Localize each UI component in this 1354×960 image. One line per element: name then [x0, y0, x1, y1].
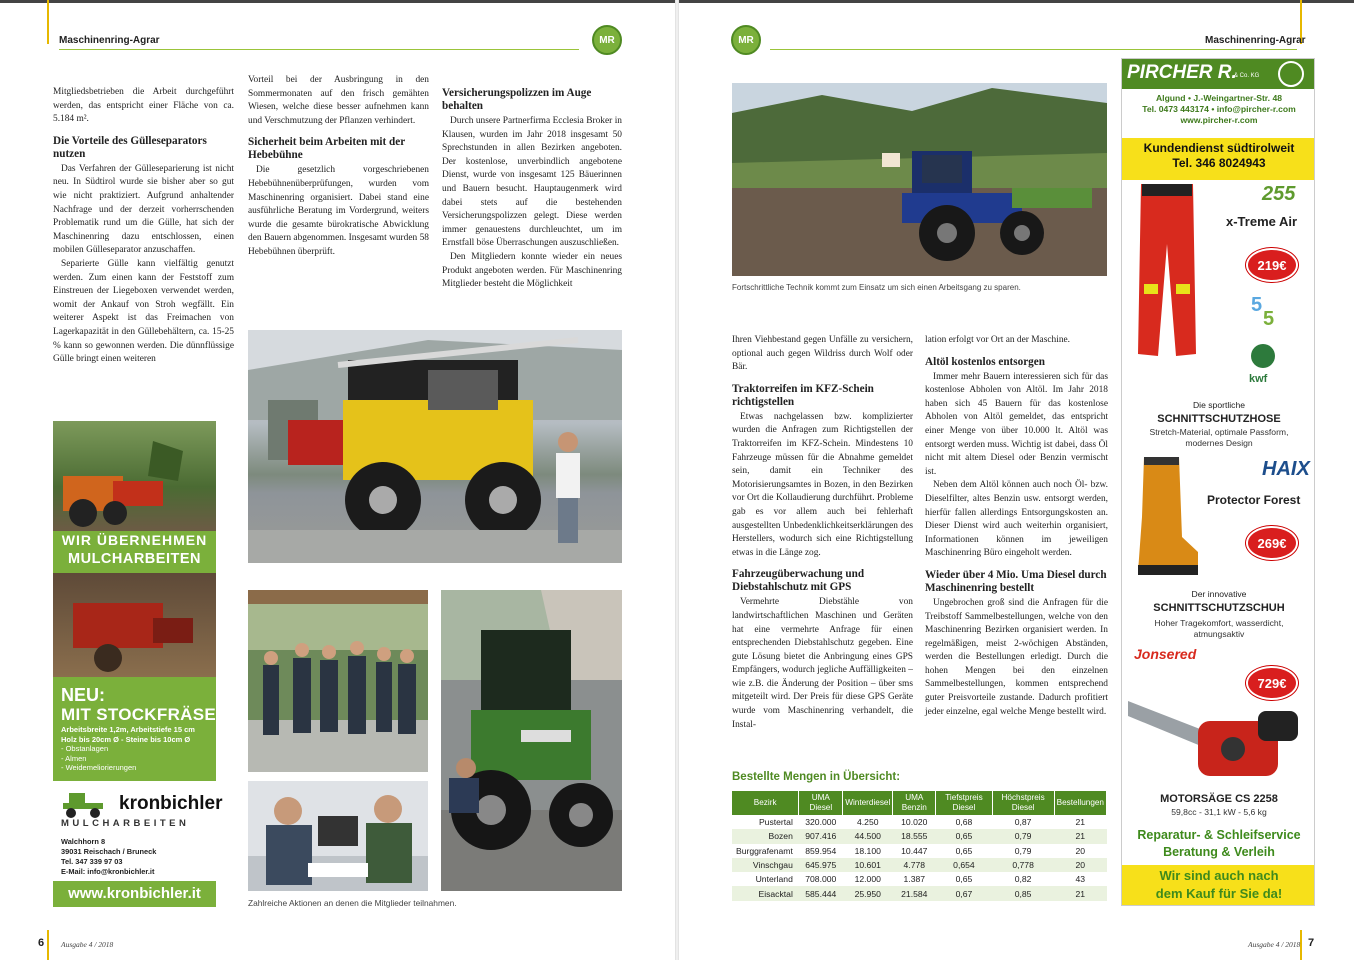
paragraph: Die gesetzlich vorgeschriebenen Hebebühnenüberprüfungen, wurden vom Maschinenring organisiert. Dabei stand eine ausführliche Beratung im Vordergrund, weiters wurde die gesamte bürokratische Abwicklung den Bauern abgenommen. Insgesamt wurden 58 Hebebühnen überprüft.: [248, 165, 429, 257]
table-row: [732, 844, 1107, 858]
table-cell: Burggrafenamt: [736, 845, 793, 856]
pircher-address: Algund • J.-Weingartner-Str. 48: [1155, 93, 1283, 103]
orders-table: [732, 791, 1107, 901]
table-cell: 907.416: [799, 829, 843, 843]
subheading: Wieder über 4 Mio. Uma Diesel durch Maschinenring bestellt: [925, 568, 1107, 594]
table-title: Bestellte Mengen in Übersicht:: [732, 771, 901, 783]
table-row: [732, 872, 1107, 886]
table-cell: 21: [1054, 829, 1106, 843]
crosshair-logo-icon: [1278, 61, 1304, 87]
subheading: Altöl kostenlos entsorgen: [925, 355, 1045, 368]
page-spine: [675, 0, 679, 960]
subheading: Fahrzeugüberwachung und Diebstahlschutz mit GPS: [732, 568, 865, 594]
table-row: [732, 815, 1107, 829]
yellow-rule: [47, 0, 49, 44]
table-cell: Bozen: [732, 829, 799, 843]
running-header-right: Maschinenring-Agrar: [1205, 35, 1306, 46]
table-row: [732, 886, 1107, 900]
table-cell: 708.000: [805, 874, 837, 885]
table-cell: 585.444: [799, 886, 843, 900]
table-cell: 0,778: [992, 858, 1054, 872]
issue-label: Ausgabe 4 / 2018: [1248, 940, 1301, 949]
neu-label: NEU:: [61, 685, 105, 705]
table-cell: 10.020: [901, 817, 928, 828]
paragraph: Vermehrte Diebstähle von landwirtschaftlichen Maschinen und Geräten hat eine vermehrte Anfrage für einen entsprechenden Diebstahlschutz gegeben. Eine gute Lösung bietet die Anbringung eines GPS Empfängers, wodurch jegliche Auffälligkeiten – wie z.B. die Änderung der Position – über sms mitgeteilt wird. Der Preis für diese GPS Geräte wurde vom Maschinenring verhandelt, die Instal-: [732, 597, 913, 730]
spec-line: Arbeitsbreite 1,2m, Arbeitstiefe 15 cm: [61, 725, 195, 734]
running-header-left: Maschinenring-Agrar: [59, 35, 160, 46]
sprayer-photo: [248, 330, 622, 563]
table-row: [732, 829, 1107, 843]
paragraph: Ihren Viehbestand gegen Unfälle zu versichern, optional auch gegen Wildriss durch Wolf oder Bär.: [732, 335, 913, 373]
table-header-cell: Bezirk: [732, 791, 799, 815]
sport-title: SCHNITTSCHUTZHOSE: [1157, 413, 1281, 425]
photo-caption: Fortschrittliche Technik kommt zum Einsatz um sich einen Arbeitsgang zu sparen.: [732, 283, 1021, 292]
table-cell: 320.000: [805, 817, 837, 828]
paragraph: Das Verfahren der Gülleseparierung ist nicht neu. In Südtirol wurde sie bisher aber so gut wie nicht praktiziert. Aufgrund anhaltender Nachfrage und der derzeit vorherrschenden Problematik rund um die Gülle, hat sich der Maschinenring dazu entschlossen, einen mobilen Gülleseparator anzuschaffen.: [53, 163, 234, 256]
table-cell: 25.950: [843, 886, 893, 900]
mr-logo-icon: MR: [731, 25, 761, 55]
paragraph: Immer mehr Bauern interessieren sich für das kostenlose Abholen von Altöl. Im Jahr 2018 haben sich 45 Bauern für das kostenlose Abholen von Altöl gemeldet, das entspricht einer Menge von über 10.000 lt. Altöl was entsorgt werden muss. Wichtig ist dabei, dass Öl nicht mit altem Diesel oder Benzin vermischt ist.: [925, 371, 1108, 477]
table-cell: Unterland: [755, 874, 793, 885]
inno-desc: atmungsaktiv: [1193, 629, 1245, 639]
table-cell: 0,68: [955, 817, 973, 828]
bullet-item: - Weidemeliorierungen: [61, 763, 137, 772]
saw-title: MOTORSÄGE CS 2258: [1160, 793, 1278, 805]
paragraph: Den Mitgliedern konnte wieder ein neues Produkt angeboten werden. Für Maschinenring Mitglieder besteht die Möglichkeit: [442, 251, 622, 290]
kronbichler-sub: MULCHARBEITEN: [61, 818, 190, 829]
table-cell: 0,82: [1014, 874, 1032, 885]
table-cell: 859.954: [805, 845, 837, 856]
table-cell: 12.000: [854, 874, 881, 885]
paragraph: Vorteil bei der Ausbringung in den Sommermonaten auf den frisch gemähten Wiesen, welche diese besser aufnehmen kann und Verschmutzung der Pflanzen verhindert.: [248, 75, 429, 126]
spec-line: Holz bis 20cm Ø - Steine bis 10cm Ø: [61, 734, 191, 744]
service-line-1: Kundendienst südtirolweit: [1143, 141, 1295, 155]
new-holland-tractor-photo: [732, 83, 1107, 276]
article-column-3: [442, 87, 622, 292]
sport-pre: Die sportliche: [1192, 400, 1246, 410]
price-badge-3: 729€: [1246, 666, 1298, 700]
table-header-row: [732, 791, 1107, 815]
stump-grinder-photo: [53, 573, 216, 677]
kronbichler-ad: [53, 421, 223, 907]
sport-desc: Stretch-Material, optimale Passform,: [1149, 427, 1289, 437]
55-logo-icon: [1247, 289, 1287, 329]
cta-line-1: Wir sind auch nach: [1159, 868, 1279, 883]
paragraph: lation erfolgt vor Ort an der Maschine.: [925, 335, 1071, 345]
table-cell: 20: [1075, 845, 1086, 856]
table-header-cell: UMA Diesel: [799, 791, 843, 815]
repair-line-2: Beratung & Verleih: [1163, 845, 1275, 859]
table-cell: 0,79: [1014, 845, 1032, 856]
table-cell: 4.778: [893, 858, 936, 872]
table-cell: 0,65: [955, 874, 973, 885]
table-header-cell: Tiefstpreis Diesel: [936, 791, 992, 815]
paragraph: Etwas nachgelassen bzw. komplizierter wurden die Anfragen zum Richtigstellen der Traktorreifen im KFZ-Schein. Mindestens 10 Fahrzeuge müssen für die Abnahme gemeldet sein, damit ein Techniker des Motorisierungsamtes in Bozen, in den Bezirken vor Ort die Kollaudierung durchführt. Probleme gab es vor allem auch bei fehlerhaft ausgestellten Unbedenklichkeitserklärungen des Herstellers, wodurch sich eine Richtigstellung etwas in die Länge zog.: [732, 411, 913, 558]
paragraph: Separierte Gülle kann vielfältig genutzt werden. Zum einen kann der Feststoff zum Einstreuen der Liegeboxen verwendet werden, womit der Ankauf von Stroh wegfällt. Ein weiterer Aspekt ist das Freimachen von Lagerkapazität in den Güllebehältern, ca. 15-25 % kann so gewonnen werden. Die dünnflüssige Gülle bringt einen weiteren: [53, 258, 234, 365]
inno-title: SCHNITTSCHUTZSCHUH: [1153, 602, 1285, 614]
address-line: 39031 Reischach / Bruneck: [61, 847, 157, 856]
pircher-web: www.pircher-r.com: [1180, 115, 1258, 125]
trousers-illustration: [1136, 184, 1198, 359]
article-column-2: [248, 74, 429, 260]
subheading: Traktorreifen im KFZ-Schein richtigstellen: [732, 382, 874, 408]
phone: Tel. 347 339 97 03: [61, 857, 123, 866]
stockfraese-title: MIT STOCKFRÄSE: [61, 705, 217, 724]
table-row: [732, 858, 1107, 872]
consulting-photo: [248, 781, 428, 891]
yellow-rule: [47, 930, 49, 960]
mr-logo-icon: MR: [592, 25, 622, 55]
subheading: Versicherungspolizzen im Auge behalten: [442, 87, 592, 112]
fendt-tractor-photo: [441, 590, 622, 891]
table-header-cell: Bestellungen: [1054, 791, 1106, 815]
article-column-1: [53, 86, 234, 367]
price-badge-2: 269€: [1246, 526, 1298, 560]
page-number-right: 7: [1308, 937, 1315, 949]
stockfraese-box: [53, 677, 216, 781]
inno-desc: Hoher Tragekomfort, wasserdicht,: [1154, 618, 1284, 628]
table-cell: 18.100: [854, 845, 881, 856]
inno-pre: Der innovative: [1191, 589, 1247, 599]
article-column-5: [925, 334, 1108, 719]
banner-line-2: MULCHARBEITEN: [68, 551, 201, 567]
svg-text:5: 5: [1251, 294, 1263, 316]
subheading: Sicherheit beim Arbeiten mit der Hebebühne: [248, 136, 406, 162]
email: E-Mail: info@kronbichler.it: [61, 867, 155, 876]
repair-line-1: Reparatur- & Schleifservice: [1137, 828, 1301, 842]
pircher-phone: Tel. 0473 443174 • info@pircher-r.com: [1142, 104, 1296, 114]
table-header-cell: Höchstpreis Diesel: [992, 791, 1054, 815]
table-cell: 18.555: [893, 829, 936, 843]
paragraph: Mitgliedsbetrieben die Arbeit durchgeführt werden, das entspricht einer Fläche von ca. 5.184 m².: [53, 87, 234, 125]
table-cell: Vinschgau: [732, 858, 799, 872]
cta-line-2: dem Kauf für Sie da!: [1155, 886, 1283, 901]
group-photo: [248, 590, 428, 772]
saw-desc: 59,8cc - 31,1 kW - 5,6 kg: [1171, 807, 1267, 817]
page-number-left: 6: [38, 937, 45, 949]
header-rule: [59, 49, 579, 50]
table-cell: 10.447: [901, 845, 928, 856]
table-cell: Pustertal: [758, 817, 793, 828]
kwf-logo-icon: [1245, 342, 1281, 386]
table-cell: 4.250: [857, 817, 879, 828]
banner-line-1: WIR ÜBERNEHMEN: [61, 532, 208, 548]
price-badge-1: 219€: [1246, 248, 1298, 282]
photo-caption: Zahlreiche Aktionen an denen die Mitglieder teilnahmen.: [248, 898, 457, 908]
table-cell: 0,79: [992, 829, 1054, 843]
tractor-logo-icon: [59, 791, 89, 813]
boot-illustration: [1134, 457, 1199, 577]
article-column-4: [732, 334, 913, 732]
table-header-cell: Winterdiesel: [843, 791, 893, 815]
chainsaw-illustration: [1128, 681, 1308, 791]
pircher-brand: PIRCHER R.: [1127, 62, 1237, 83]
table-cell: 43: [1075, 874, 1086, 885]
sport-desc: modernes Design: [1185, 438, 1253, 448]
table-cell: 0,67: [936, 886, 992, 900]
bullet-item: - Obstanlagen: [61, 744, 109, 753]
table-cell: 645.975: [799, 858, 843, 872]
table-cell: 10.601: [843, 858, 893, 872]
protector-forest: Protector Forest: [1207, 493, 1301, 507]
mulcher-photo: [53, 421, 216, 531]
table-cell: 0,87: [1014, 817, 1032, 828]
paragraph: Ungebrochen groß sind die Anfragen für die Treibstoff Sammelbestellungen, welche von den Maschinenring Bezirken organisiert werden. In regelmäßigen, meist 2-wöchigen Abständen, werden die Bestellungen erledigt. Durch die hohen Mengen bei den einzelnen Sammelbestellungen, kommen entsprechend guter Preisvorteile zustande. Dadurch profitiert jeder einzelne, egal welche Menge bestellt wird.: [925, 597, 1108, 717]
table-cell: 21: [1075, 817, 1086, 828]
table-cell: 0,65: [955, 845, 973, 856]
issue-label: Ausgabe 4 / 2018: [61, 940, 114, 949]
svg-text:kwf: kwf: [1249, 373, 1268, 385]
svg-text:5: 5: [1263, 308, 1275, 329]
haix-logo: HAIX: [1262, 458, 1310, 480]
service-line-2: Tel. 346 8024943: [1172, 156, 1266, 170]
header-rule: [770, 49, 1297, 50]
table-cell: 21.584: [893, 886, 936, 900]
logo-255: 255: [1262, 183, 1296, 205]
table-cell: 20: [1054, 858, 1106, 872]
bullet-item: - Almen: [61, 753, 87, 763]
pircher-ad: [1121, 58, 1315, 906]
table-cell: 21: [1054, 886, 1106, 900]
paragraph: Neben dem Altöl können auch noch Öl- bzw. Dieselfilter, altes Benzin usw. entsorgt werden, hierfür fallen allerdings Entsorgungskosten an. Dieser Dienst wird auch weiterhin organisiert, Informationen können im jeweiligen Maschinenring Büro eingeholt werden.: [925, 480, 1108, 559]
table-header-cell: UMA Benzin: [893, 791, 936, 815]
address-line: Walchhorn 8: [61, 837, 106, 846]
table-cell: 0,65: [936, 829, 992, 843]
subheading: Die Vorteile des Gülleseparators nutzen: [53, 134, 207, 160]
pircher-brand-sub: & Co. KG: [1234, 73, 1260, 79]
paragraph: Durch unsere Partnerfirma Ecclesia Broker in Klausen, wurden im Jahr 2018 insgesamt 50 Sprechstunden in allen Bezirken angeboten. Der kostenlose, unverbindlich angebotene Dienst, wurde von insgesamt 125 Bäuerinnen und Bauern besucht. Hauptaugenmerk wird dabei stets auf die bestehenden Versicherungspolizzen gelegt. Diese werden immer genauestens durchleuchtet, um im Ernstfall böse Überraschungen auszuschließen.: [442, 116, 622, 249]
jonsered-logo: Jonsered: [1134, 646, 1197, 662]
table-cell: 44.500: [843, 829, 893, 843]
table-cell: 0,85: [992, 886, 1054, 900]
kronbichler-website[interactable]: www.kronbichler.it: [53, 881, 216, 907]
kronbichler-brand: kronbichler: [119, 793, 223, 814]
mulch-banner: [53, 531, 216, 573]
table-cell: Eisacktal: [732, 886, 799, 900]
table-cell: 0,654: [936, 858, 992, 872]
xtreme-air: x-Treme Air: [1226, 214, 1298, 229]
table-cell: 1.387: [903, 874, 926, 885]
